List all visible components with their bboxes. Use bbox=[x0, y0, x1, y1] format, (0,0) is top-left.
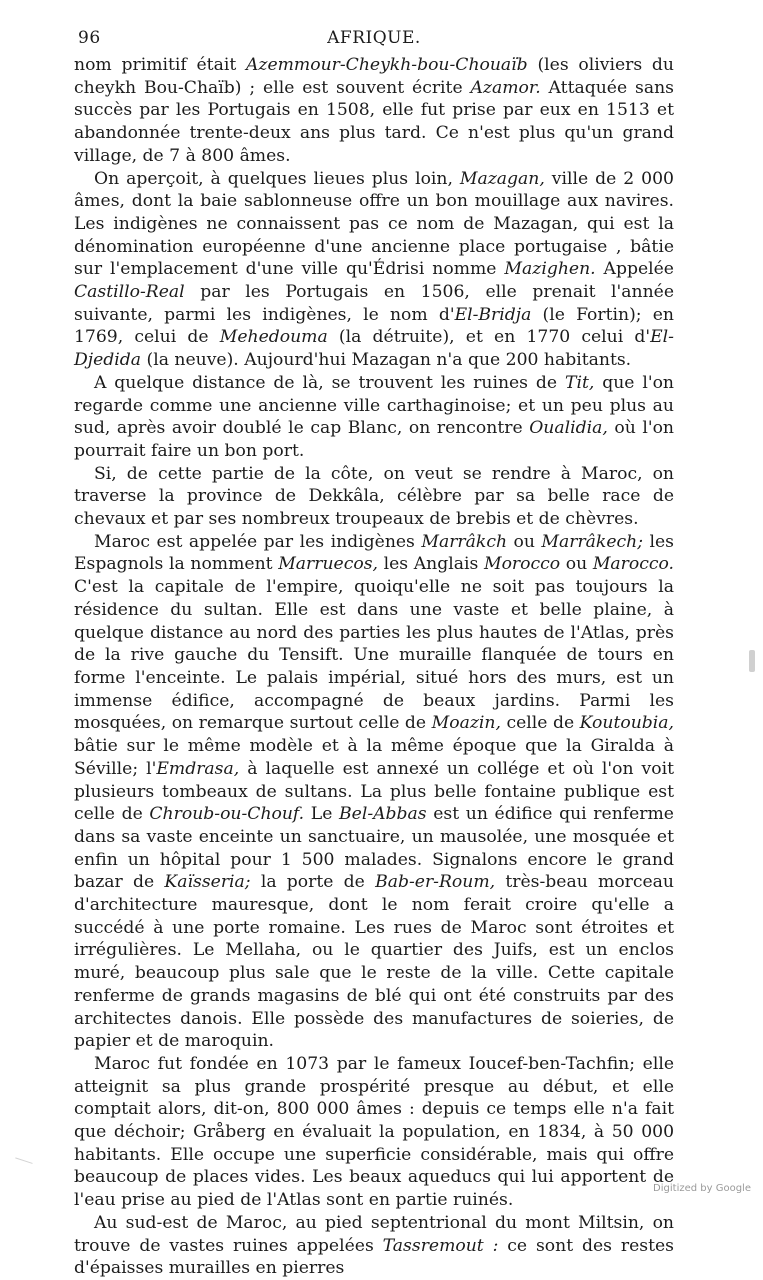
text-run: nom primitif était bbox=[74, 55, 246, 75]
text-run: où l'on pourrait faire un bon port. bbox=[74, 418, 674, 461]
text-run: à laquelle est annexé un collége et où l'on voit plusieurs tombeaux de sultans. La plus belle fontaine publique est celle de bbox=[74, 758, 675, 825]
text-run: bâtie sur le même modèle et à la même époque que la Giralda à Séville; l' bbox=[74, 736, 674, 779]
italic-term: Marrâkch bbox=[421, 531, 508, 552]
italic-term: Oualidia, bbox=[529, 418, 608, 439]
text-run: Maroc fut fondée en 1073 par le fameux Ioucef-ben-Tachfin; elle atteignit sa plus grande prospérité presque au début, et elle comptait alors, dit-on, 800 000 âmes : depuis ce temps elle n'a fait que déchoir; Gråberg en évaluait la population, en 1834, à 50 000 habitants. Elle occupe une superficie considérable, mais qui offre beaucoup de places vides. Les beaux aqueducs qui lui apportent de l'eau prise au pied de l'Atlas sont en partie ruinés. bbox=[74, 1053, 674, 1211]
italic-term: Moazin, bbox=[431, 713, 501, 734]
italic-term: Bab-er-Roum, bbox=[375, 872, 496, 893]
italic-term: Morocco bbox=[483, 554, 561, 575]
paragraph bbox=[74, 168, 674, 372]
text-run: Si, de cette partie de la côte, on veut se rendre à Maroc, on traverse la province de Dekkâla, célèbre par sa belle race de chevaux et par ses nombreux troupeaux de brebis et de chèvres. bbox=[74, 463, 674, 530]
text-run: (les oliviers du cheykh Bou-Chaïb) ; elle est souvent écrite bbox=[74, 55, 674, 98]
italic-term: Mazighen. bbox=[504, 259, 596, 280]
text-run: très-beau morceau d'architecture mauresque, dont le nom ferait croire qu'elle a succédé à une porte romaine. Les rues de Maroc sont étroites et irrégulières. Le Mellaha, ou le quartier des Juifs, est un enclos muré, beaucoup plus sale que le reste de la ville. Cette capitale renferme de grands magasins de blé qui ont été construits par des architectes danois. Elle possède des manufactures de soieries, de papier et de maroquin. bbox=[74, 872, 674, 1052]
text-run: Attaquée sans succès par les Portugais en 1508, elle fut prise par eux en 1513 et abandonnée trente-deux ans plus tard. Ce n'est plus qu'un grand village, de 7 à 800 âmes. bbox=[74, 77, 674, 166]
text-run: Le bbox=[304, 804, 340, 825]
margin-smudge bbox=[749, 650, 755, 672]
text-run: celle de bbox=[500, 713, 580, 734]
text-run: les Anglais bbox=[377, 554, 484, 575]
text-run: ou bbox=[507, 531, 542, 552]
scan-artifact bbox=[13, 1157, 32, 1169]
text-run: la porte de bbox=[250, 872, 376, 893]
italic-term: Azamor. bbox=[470, 77, 541, 98]
italic-term: Azemmour-Cheykh-bou-Chouaïb bbox=[246, 55, 528, 75]
text-run: (le Fortin); en 1769, celui de bbox=[74, 304, 674, 348]
italic-term: Tit, bbox=[564, 372, 595, 393]
paragraph bbox=[74, 372, 674, 463]
paragraph bbox=[74, 1053, 674, 1212]
paragraph bbox=[74, 463, 674, 531]
text-run: ville de 2 000 âmes, dont la baie sablonneuse offre un bon mouillage aux navires. Les indigènes ne connaissent pas ce nom de Mazagan, qui est la dénomination européenne d'une ancienne place portugaise , bâtie sur l'emplacement d'une ville qu'Édrisi nomme bbox=[74, 168, 674, 280]
italic-term: El-Djedida bbox=[74, 327, 674, 371]
page-number: 96 bbox=[78, 28, 101, 48]
page-header bbox=[74, 18, 674, 48]
text-run: par les Portugais en 1506, elle prenait l'année suivante, parmi les indigènes, le nom d' bbox=[74, 282, 674, 325]
italic-term: Chroub-ou-Chouf. bbox=[149, 804, 305, 825]
running-title: AFRIQUE. bbox=[327, 28, 421, 48]
italic-term: El-Bridja bbox=[454, 304, 532, 325]
italic-term: Mazagan, bbox=[459, 168, 545, 189]
text-run: (la neuve). Aujourd'hui Mazagan n'a que 200 habitants. bbox=[141, 350, 632, 371]
text-run: (la détruite), et en 1770 celui d' bbox=[327, 327, 651, 348]
paragraph bbox=[74, 1212, 674, 1280]
body-text bbox=[74, 54, 674, 1280]
italic-term: Mehedouma bbox=[219, 327, 328, 348]
text-run: A quelque distance de là, se trouvent les ruines de bbox=[94, 372, 565, 393]
italic-term: Marrâkech; bbox=[541, 531, 644, 552]
text-run: Au sud-est de Maroc, au pied septentrional du mont Miltsin, on trouve de vastes ruines appelées bbox=[74, 1212, 674, 1256]
italic-term: Castillo-Real bbox=[74, 282, 185, 303]
paragraph bbox=[74, 531, 674, 1053]
text-run: On aperçoit, à quelques lieues plus loin, bbox=[94, 168, 460, 189]
text-run: ce sont des restes d'épaisses murailles en pierres bbox=[74, 1235, 674, 1279]
italic-term: Marocco. bbox=[592, 554, 674, 575]
text-run: que l'on regarde comme une ancienne ville carthaginoise; et un peu plus au sud, après avoir doublé le cap Blanc, on rencontre bbox=[74, 372, 675, 439]
italic-term: Marruecos, bbox=[278, 554, 378, 575]
italic-term: Tassremout : bbox=[382, 1235, 499, 1256]
italic-term: Koutoubia, bbox=[579, 713, 674, 734]
book-page bbox=[74, 18, 674, 1280]
italic-term: Emdrasa, bbox=[156, 758, 240, 779]
text-run: ou bbox=[560, 554, 593, 575]
text-run: C'est la capitale de l'empire, quoiqu'elle ne soit pas toujours la résidence du sultan. Elle est dans une vaste et belle plaine, à quelque distance au nord des parties les plus hautes de l'Atlas, près de la rive gauche du Tensift. Une muraille flanquée de tours en forme l'enceinte. Le palais impérial, situé hors des murs, est un immense édifice, accompagné de beaux jardins. Parmi les mosquées, on remarque surtout celle de bbox=[74, 577, 674, 734]
text-run: Appelée bbox=[595, 259, 674, 280]
italic-term: Kaïsseria; bbox=[164, 872, 251, 893]
text-run: les Espagnols la nomment bbox=[74, 531, 674, 575]
digitized-watermark: Digitized by Google bbox=[653, 1183, 751, 1194]
italic-term: Bel-Abbas bbox=[339, 804, 427, 825]
text-run: est un édifice qui renferme dans sa vaste enceinte un sanctuaire, un mausolée, une mosquée et enfin un hôpital pour 1 500 malades. Signalons encore le grand bazar de bbox=[74, 804, 674, 893]
paragraph bbox=[74, 54, 674, 168]
text-run: Maroc est appelée par les indigènes bbox=[94, 531, 422, 552]
